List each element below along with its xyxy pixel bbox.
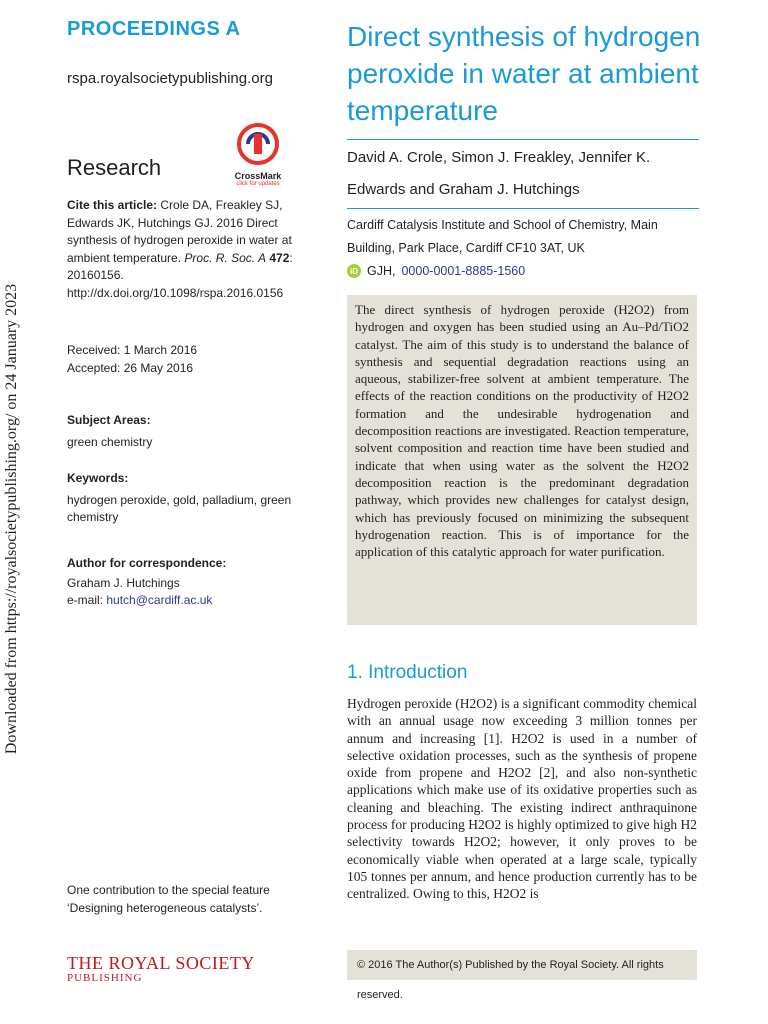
keywords-heading: Keywords: bbox=[67, 471, 129, 485]
email-label: e-mail: bbox=[67, 593, 104, 607]
publisher-name: THE ROYAL SOCIETY bbox=[67, 953, 255, 973]
accepted-date: Accepted: 26 May 2016 bbox=[67, 360, 194, 375]
publisher-logo bbox=[67, 953, 255, 984]
email-link[interactable]: hutch@cardiff.ac.uk bbox=[106, 593, 213, 607]
journal-website[interactable]: rspa.royalsocietypublishing.org bbox=[67, 70, 273, 87]
keywords-text: hydrogen peroxide, gold, palladium, green chemistry bbox=[67, 492, 292, 524]
affiliation: Cardiff Catalysis Institute and School of Chemistry, Main Building, Park Place, Cardiff CF10 3AT, UK bbox=[347, 218, 658, 255]
cite-volume: 472 bbox=[269, 250, 290, 265]
correspondence-heading: Author for correspondence: bbox=[67, 556, 227, 570]
cite-doi[interactable]: http://dx.doi.org/10.1098/rspa.2016.0156 bbox=[67, 285, 284, 300]
subject-heading: Subject Areas: bbox=[67, 413, 151, 427]
citation-block bbox=[67, 197, 307, 302]
dates-block bbox=[67, 342, 307, 377]
subject-block bbox=[67, 412, 307, 451]
subject-text: green chemistry bbox=[67, 434, 153, 449]
cite-journal: Proc. R. Soc. A bbox=[184, 250, 266, 265]
orcid-row bbox=[347, 264, 525, 278]
cite-text: Crole DA, Freakley SJ, Edwards JK, Hutchings GJ. 2016 Direct synthesis of hydrogen peroxide in water at ambient temperature. bbox=[67, 198, 292, 265]
cite-label: Cite this article: bbox=[67, 198, 158, 212]
orcid-icon[interactable]: iD bbox=[347, 264, 361, 278]
section-label: Research bbox=[67, 155, 162, 180]
received-date: Received: 1 March 2016 bbox=[67, 343, 198, 357]
crossmark-sublabel: click for updates bbox=[236, 181, 280, 187]
publisher-sub: PUBLISHING bbox=[67, 972, 143, 984]
contribution-note: One contribution to the special feature ‘Designing heterogeneous catalysts’. bbox=[67, 883, 270, 915]
authors-rule bbox=[347, 208, 699, 209]
crossmark-badge[interactable] bbox=[228, 122, 288, 192]
journal-name: PROCEEDINGS A bbox=[67, 18, 241, 40]
copyright-notice: © 2016 The Author(s) Published by the Royal Society. All rights reserved. bbox=[347, 950, 697, 980]
article-title: Direct synthesis of hydrogen peroxide in water at ambient temperature bbox=[347, 21, 701, 126]
crossmark-icon bbox=[228, 122, 288, 166]
crossmark-label: CrossMark bbox=[234, 171, 282, 181]
correspondence-name: Graham J. Hutchings bbox=[67, 575, 180, 590]
keywords-block bbox=[67, 470, 307, 527]
author-list: David A. Crole, Simon J. Freakley, Jennifer K. Edwards and Graham J. Hutchings bbox=[347, 149, 651, 198]
abstract-box: The direct synthesis of hydrogen peroxide (H2O2) from hydrogen and oxygen has been studied using an Au–Pd/TiO2 catalyst. The aim of this study is to understand the balance of synthesis and sequential degradation reactions using an aqueous, stabilizer-free solvent at ambient temperature. The effects of the reaction conditions on the productivity of H2O2 formation and the undesirable hydrogenation and decomposition reactions are investigated. Reaction temperature, solvent composition and reaction time have been studied and indicate that when using water as the solvent the H2O2 decomposition reaction is the predominant degradation pathway, which provides new challenges for catalyst design, which has previously focused on minimizing the subsequent hydrogenation reaction. This is of importance for the application of this catalytic approach for water purification. bbox=[347, 295, 697, 625]
download-note: Downloaded from https://royalsocietypublishing.org/ on 24 January 2023 bbox=[3, 283, 20, 755]
orcid-initials: GJH, bbox=[367, 264, 396, 278]
intro-heading: 1. Introduction bbox=[347, 662, 468, 683]
cite-article: : 20160156. bbox=[67, 250, 293, 282]
orcid-id[interactable]: 0000-0001-8885-1560 bbox=[401, 264, 526, 278]
correspondence-block bbox=[67, 555, 307, 610]
intro-paragraph: Hydrogen peroxide (H2O2) is a significant commodity chemical with an annual usage now exceeding 3 million tonnes per annum and increasing [1]. H2O2 is used in a number of selective oxidation processes, such as the synthesis of propene oxide from propene and H2O2 [2], and also non-synthetic applications which make use of its oxidative properties such as cleaning and bleaching. The existing indirect anthraquinone process for producing H2O2 is highly optimized to give high H2 selectivity towards H2O2; however, it only proves to be economically viable when operated at a large scale, typically 105 tonnes per annum, and hence production currently has to be centralized. Owing to this, H2O2 is bbox=[347, 696, 697, 902]
title-rule bbox=[347, 139, 699, 140]
